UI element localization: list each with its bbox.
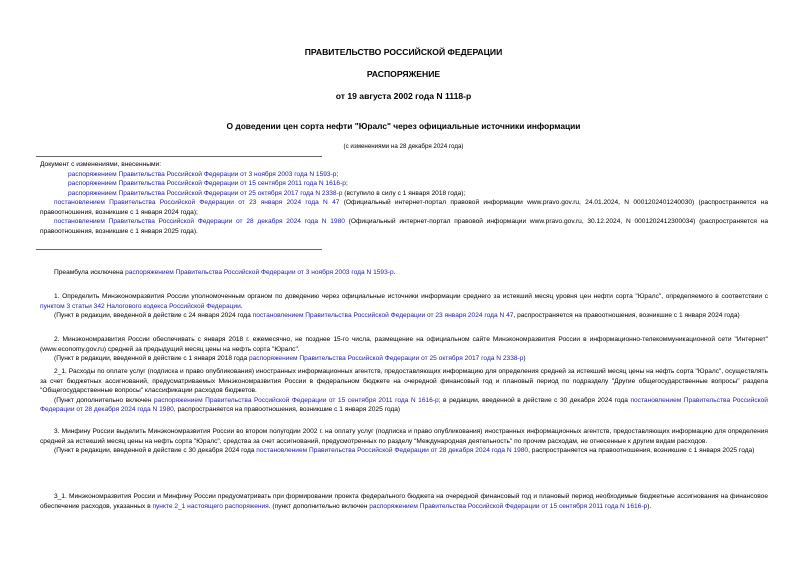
paragraph-3-1: 3_1. Минэкономразвития России и Минфину России предусматривать при формировании проекта федерального бюджета на очередной финансовый год и плановый период необходимые бюджетные ассигнования на финансовое обеспечение расходов, указанных в пункте 2_1 настоящего распоряжения. (пункт дополнительно включен распоряжением Правительства Российской Федерации от 15 сентября 2011 года N 1616-р). — [40, 493, 768, 510]
change-item: постановлением Правительства Российской Федерации от 28 декабря 2024 года N 1980 (Официальный интернет-портал правовой информации www.pravo.gov.ru, 30.12.2024, N 0001202412300034) (распространяется на правоотношения, возникшие с 1 января 2025 года). — [40, 218, 768, 235]
change-link[interactable]: распоряжением Правительства Российской Федерации от 3 ноября 2003 года N 1593-р — [68, 170, 337, 178]
document-title: О доведении цен сорта нефти "Юралс" через официальные источники информации — [226, 121, 581, 131]
paragraph-3: 3. Минфину России выделить Минэкономразвития России во втором полугодии 2002 г. на оплату услуг (подписка и право опубликования) иностранных информационных агентств, предоставляющих информацию для определения средней за истекший месяц цены на нефть сорта "Юралс", средства за счет ассигнований, предусмотренных по разделу "Международная деятельность" по прочим расходам, не отнесенные к другим видам расходов. (Пункт в редакции, введенной в действие с 30 декабря 2024 года постановлением Правительства Российской Федерации от 28 декабря 2024 года N 1980, распространяется на правоотношения, возникшие с 1 января 2025 года) — [40, 428, 768, 455]
changes-block — [40, 160, 768, 236]
preamble: Преамбула исключена распоряжением Правительства Российской Федерации от 3 ноября 2003 года N 1593-р. — [54, 269, 396, 276]
amendment-link[interactable]: постановлением Правительства Российской Федерации от 28 декабря 2024 года N 1980 — [40, 396, 768, 414]
changes-intro: Документ с изменениями, внесенными: — [40, 161, 162, 168]
change-item: распоряжением Правительства Российской Федерации от 3 ноября 2003 года N 1593-р; — [68, 170, 339, 178]
change-item: распоряжением Правительства Российской Федерации от 25 октября 2017 года N 2338-р (вступило в силу с 1 января 2018 года); — [68, 189, 466, 197]
tax-code-link[interactable]: пунктом 3 статьи 342 Налогового кодекса Российской Федерации — [40, 302, 241, 310]
paragraph-2-1: 2_1. Расходы по оплате услуг (подписка и право опубликования) иностранных информационных агентств, предоставляющих информацию для определения средней за истекший месяц цены на нефть сорта "Юралс", осуществлять за счет бюджетных ассигнований, предусматриваемых Минэкономразвития России в федеральном бюджете на очередной финансовый год и плановый период по подразделу "Другие общегосударственные вопросы" раздела "Общегосударственные вопросы" классификации расходов бюджетов. (Пункт дополнительно включен распоряжением Правительства Российской Федерации от 15 сентября 2011 года N 1616-р; в редакции, введенной в действие с 30 декабря 2024 года постановлением Правительства Российской Федерации от 28 декабря 2024 года N 1980, распространяется на правоотношения, возникшие с 1 января 2025 года) — [40, 368, 768, 414]
amendment-link[interactable]: распоряжением Правительства Российской Федерации от 15 сентября 2011 года N 1616-р — [154, 396, 439, 404]
preamble-link[interactable]: распоряжением Правительства Российской Федерации от 3 ноября 2003 года N 1593-р — [125, 269, 394, 276]
amendment-link[interactable]: распоряжением Правительства Российской Федерации от 25 октября 2017 года N 2338-р — [248, 355, 524, 363]
internal-reference-link[interactable]: пункте 2_1 настоящего распоряжения — [152, 502, 269, 510]
amendment-link[interactable]: постановлением Правительства Российской Федерации от 23 января 2024 года N 47 — [252, 312, 514, 320]
change-item: распоряжением Правительства Российской Федерации от 15 сентября 2011 года N 1616-р; — [68, 180, 348, 188]
change-link[interactable]: постановлением Правительства Российской Федерации от 28 декабря 2024 года N 1980 — [54, 218, 345, 226]
changes-top-divider — [36, 156, 322, 157]
paragraph-1: 1. Определить Минэкономразвития России уполномоченным органом по доведению через официальные источники информации среднего за истекший месяц уровня цен нефти сорта "Юралс", определяемого в соответствии с пунктом 3 статьи 342 Налогового кодекса Российской Федерации. (Пункт в редакции, введенной в действие с 24 января 2024 года постановлением Правительства Российской Федерации от 23 января 2024 года N 47, распространяется на правоотношения, возникшие с 1 января 2024 года) — [40, 293, 768, 320]
change-link[interactable]: распоряжением Правительства Российской Федерации от 25 октября 2017 года N 2338-р — [68, 189, 343, 197]
amendment-link[interactable]: распоряжением Правительства Российской Федерации от 15 сентября 2011 года N 1616-р — [369, 502, 648, 510]
government-heading: ПРАВИТЕЛЬСТВО РОССИЙСКОЙ ФЕДЕРАЦИИ — [304, 47, 503, 57]
document-date-number: от 19 августа 2002 года N 1118-р — [335, 91, 472, 101]
document-type: РАСПОРЯЖЕНИЕ — [366, 69, 441, 79]
change-item: постановлением Правительства Российской Федерации от 23 января 2024 года N 47 (Официальный интернет-портал правовой информации www.pravo.gov.ru, 24.01.2024, N 0001202401240030) (распространяется на правоотношения, возникшие с 1 января 2024 года); — [40, 199, 768, 216]
change-link[interactable]: постановлением Правительства Российской Федерации от 23 января 2024 года N 47 — [54, 199, 340, 207]
revision-note: (с изменениями на 28 декабря 2024 года) — [343, 143, 464, 150]
changes-bottom-divider — [36, 249, 322, 250]
amendment-link[interactable]: постановлением Правительства Российской Федерации от 28 декабря 2024 года N 1980 — [256, 447, 529, 455]
paragraph-2: 2. Минэкономразвития России обеспечивать с января 2018 г. ежемесячно, не позднее 15-го числа, размещение на официальном сайте Минэкономразвития России в информационно-телекоммуникационной сети "Интернет" (www.economy.gov.ru) средней за предыдущий месяц цены на нефть сорта "Юралс". (Пункт в редакции, введенной в действие с 1 января 2018 года распоряжением Правительства Российской Федерации от 25 октября 2017 года N 2338-р) — [40, 336, 768, 363]
change-link[interactable]: распоряжением Правительства Российской Федерации от 15 сентября 2011 года N 1616-р — [68, 180, 346, 188]
